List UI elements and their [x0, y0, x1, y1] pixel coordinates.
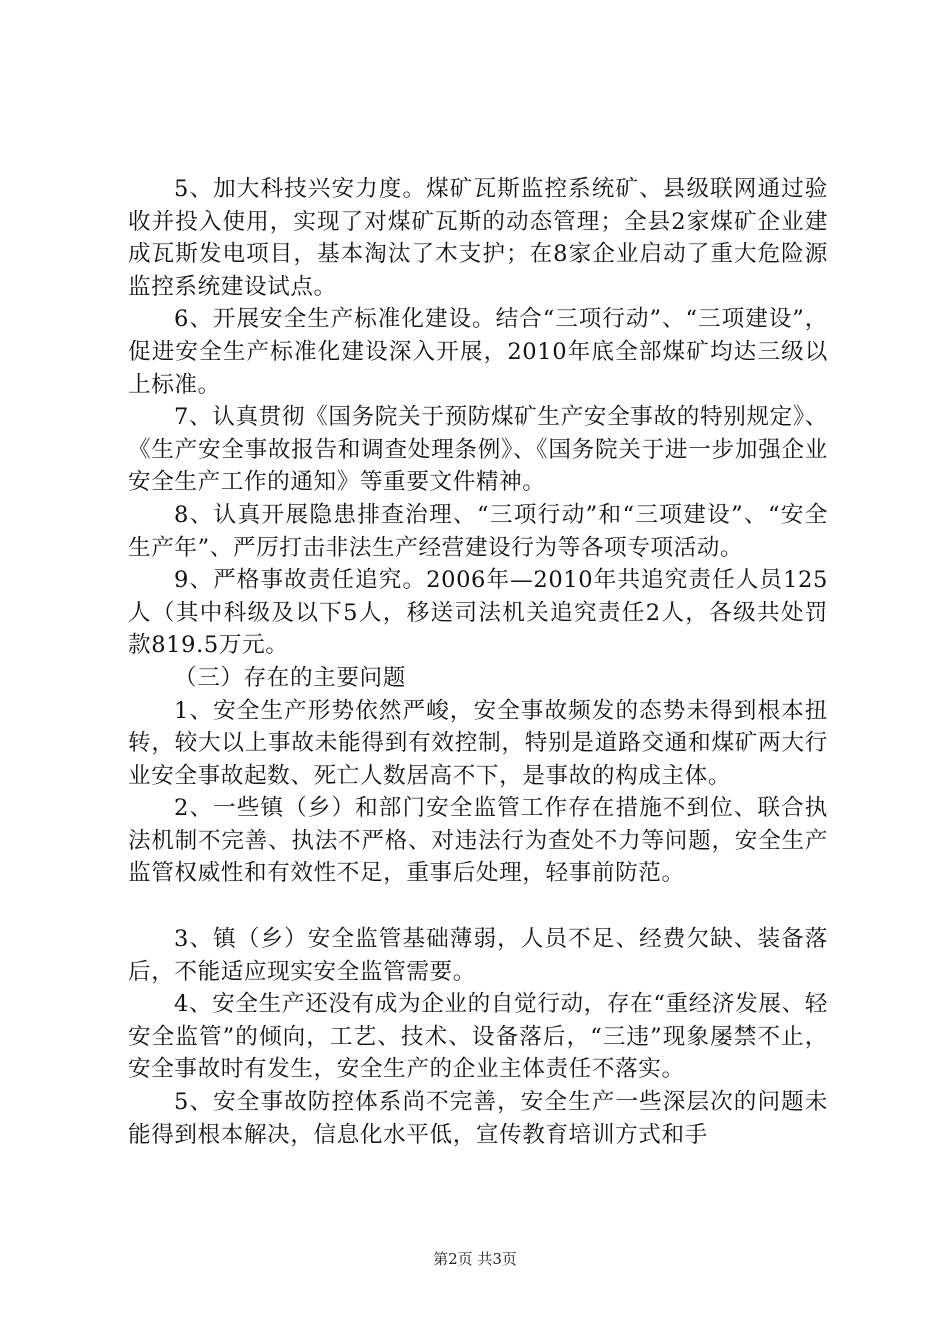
document-body — [128, 173, 828, 1151]
paragraph-standardization: 6、开展安全生产标准化建设。结合“三项行动”、“三项建设”，促进安全生产标准化建设深入开展，2010年底全部煤矿均达三级以上标准。 — [128, 306, 828, 398]
paragraph-problem-2: 2、一些镇（乡）和部门安全监管工作存在措施不到位、联合执法机制不完善、执法不严格、对违法行为查处不力等问题，安全生产监管权威性和有效性不足，重事后处理，轻事前防范。 — [128, 795, 828, 887]
paragraph-problem-5: 5、安全事故防控体系尚不完善，安全生产一些深层次的问题未能得到根本解决，信息化水平低，宣传教育培训方式和手 — [128, 1089, 828, 1148]
paragraph-tech-safety: 5、加大科技兴安力度。煤矿瓦斯监控系统矿、县级联网通过验收并投入使用，实现了对煤矿瓦斯的动态管理；全县2家煤矿企业建成瓦斯发电项目，基本淘汰了木支护；在8家企业启动了重大危险源监控系统建设试点。 — [128, 176, 828, 300]
paragraph-problem-4: 4、安全生产还没有成为企业的自觉行动，存在“重经济发展、轻安全监管”的倾向，工艺、技术、设备落后，“三违”现象屡禁不止，安全事故时有发生，安全生产的企业主体责任不落实。 — [128, 991, 828, 1083]
section-heading-main-problems: （三）存在的主要问题 — [174, 664, 406, 691]
page-footer: 第2页 共3页 — [433, 1250, 517, 1268]
paragraph-problem-3: 3、镇（乡）安全监管基础薄弱，人员不足、经费欠缺、装备落后，不能适应现实安全监管需要。 — [128, 926, 828, 985]
paragraph-accountability: 9、严格事故责任追究。2006年—2010年共追究责任人员125人（其中科级及以下5人，移送司法机关追究责任2人，各级共处罚款819.5万元。 — [128, 567, 828, 659]
paragraph-problem-1: 1、安全生产形势依然严峻，安全事故频发的态势未得到根本扭转，较大以上事故未能得到有效控制，特别是道路交通和煤矿两大行业安全事故起数、死亡人数居高不下，是事故的构成主体。 — [128, 697, 828, 789]
paragraph-regulations: 7、认真贯彻《国务院关于预防煤矿生产安全事故的特别规定》、《生产安全事故报告和调查处理条例》、《国务院关于进一步加强企业安全生产工作的通知》等重要文件精神。 — [128, 404, 828, 496]
paragraph-hazard-campaigns: 8、认真开展隐患排查治理、“三项行动”和“三项建设”、“安全生产年”、严厉打击非法生产经营建设行为等各项专项活动。 — [128, 501, 828, 561]
